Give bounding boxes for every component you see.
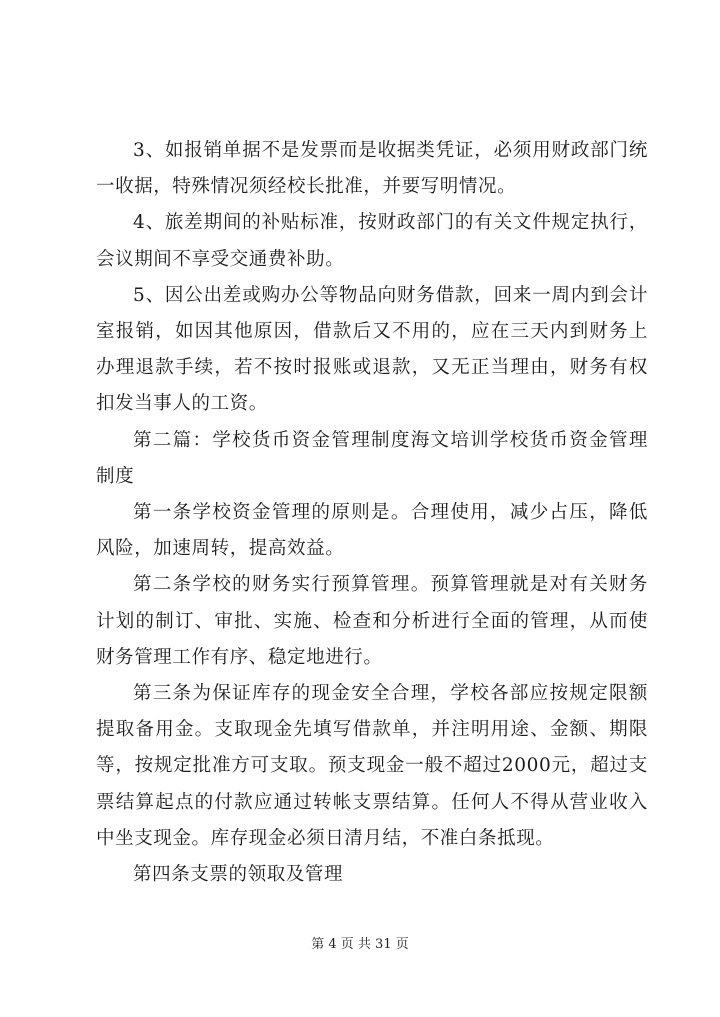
section-heading-part-two: 第二篇：学校货币资金管理制度海文培训学校货币资金管理制度 — [96, 429, 648, 487]
document-body — [96, 133, 648, 893]
paragraph-reimbursement-receipts: 3、如报销单据不是发票而是收据类凭证，必须用财政部门统一收据，特殊情况须经校长批准，并要写明情况。 — [96, 140, 648, 198]
article-two: 第二条学校的财务实行预算管理。预算管理就是对有关财务计划的制订、审批、实施、检查和分析进行全面的管理，从而使财务管理工作有序、稳定地进行。 — [96, 574, 648, 668]
paragraph-travel-subsidy: 4、旅差期间的补贴标准，按财政部门的有关文件规定执行，会议期间不享受交通费补助。 — [96, 212, 648, 270]
paragraph-business-loan: 5、因公出差或购办公等物品向财务借款，回来一周内到会计室报销，如因其他原因，借款后又不用的，应在三天内到财务上办理退款手续，若不按时报账或退款，又无正当理由，财务有权扣发当事人的工资。 — [96, 284, 648, 415]
article-three: 第三条为保证库存的现金安全合理，学校各部应按规定限额提取备用金。支取现金先填写借款单，并注明用途、金额、期限等，按规定批准方可支取。预支现金一般不超过2000元，超过支票结算起点的付款应通过转帐支票结算。任何人不得从营业收入中坐支现金。库存现金必须日清月结，不准白条抵现。 — [96, 683, 648, 849]
page-number-footer: 第 4 页 共 31 页 — [311, 937, 409, 952]
article-one: 第一条学校资金管理的原则是。合理使用，减少占压，降低风险，加速周转，提高效益。 — [96, 502, 648, 560]
article-four: 第四条支票的领取及管理 — [133, 864, 344, 886]
